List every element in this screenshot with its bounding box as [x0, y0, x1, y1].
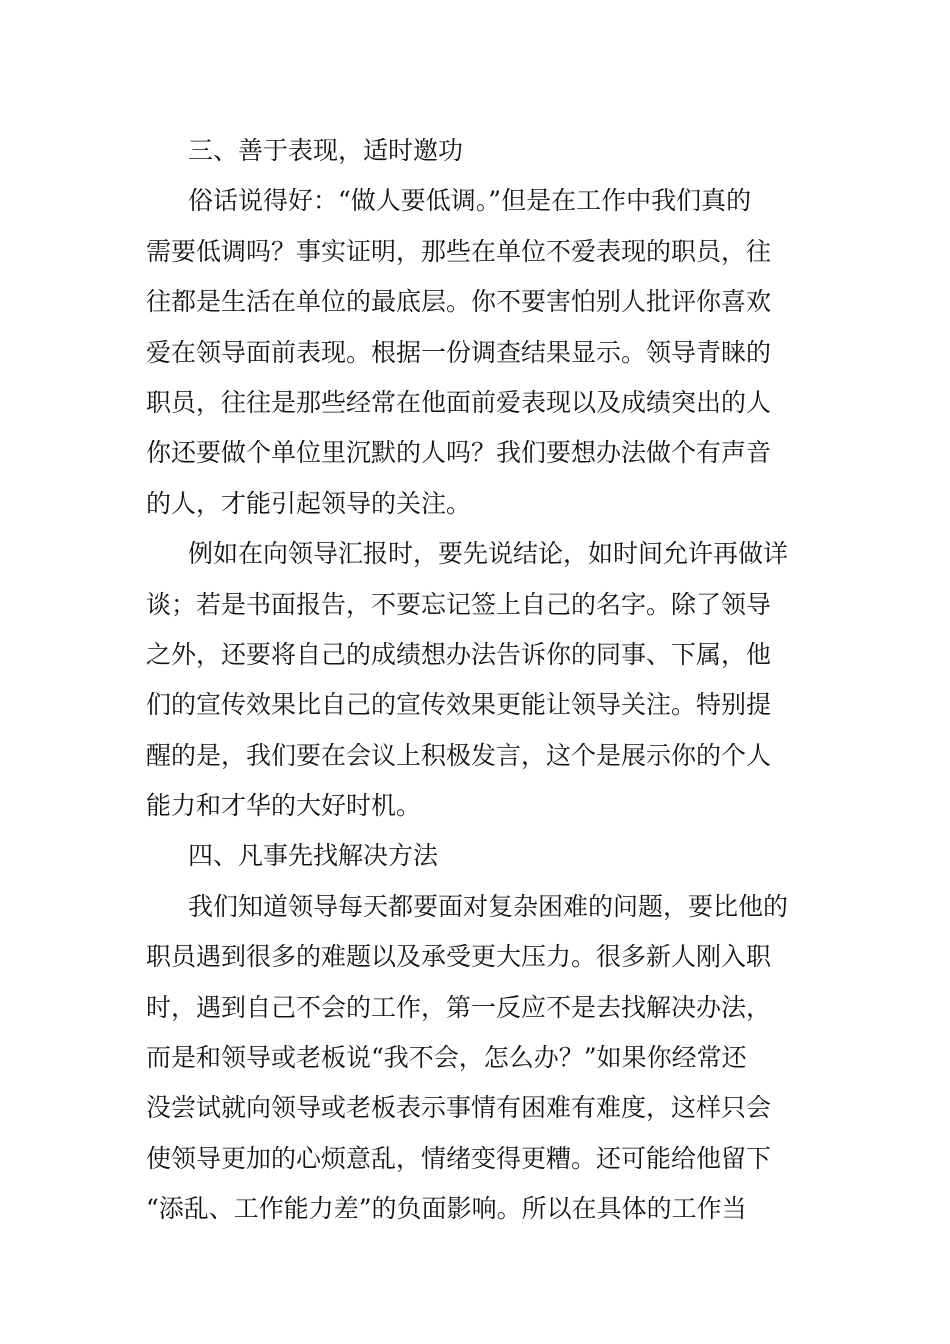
section-heading-3 [146, 126, 816, 176]
document-body [146, 126, 816, 1235]
paragraph-line: 能力和才华的大好时机。 [146, 791, 422, 821]
section-heading-4 [146, 831, 816, 881]
paragraph-line: 我们知道领导每天都要面对复杂困难的问题，要比他的 [188, 891, 789, 921]
paragraph-line: 的人，才能引起领导的关注。 [146, 488, 472, 518]
paragraph-line: 需要低调吗？事实证明，那些在单位不爱表现的职员，往 [146, 236, 772, 266]
paragraph-3 [146, 882, 816, 1235]
heading-line: 三、善于表现，适时邀功 [188, 136, 464, 165]
paragraph-line: 爱在领导面前表现。根据一份调查结果显示。领导青睐的 [146, 337, 772, 367]
paragraph-line: 时，遇到自己不会的工作，第一反应不是去找解决办法， [146, 992, 772, 1022]
paragraph-line: 之外，还要将自己的成绩想办法告诉你的同事、下属，他 [146, 639, 772, 669]
paragraph-1 [146, 176, 816, 529]
paragraph-line: “添乱、工作能力差”的负面影响。所以在具体的工作当 [146, 1194, 747, 1224]
paragraph-2 [146, 529, 816, 831]
paragraph-line: 没尝试就向领导或老板表示事情有困难有难度，这样只会 [146, 1093, 772, 1123]
paragraph-line: 们的宣传效果比自己的宣传效果更能让领导关注。特别提 [146, 690, 772, 720]
paragraph-line: 谈；若是书面报告，不要忘记签上自己的名字。除了领导 [146, 589, 772, 619]
paragraph-line: 例如在向领导汇报时，要先说结论，如时间允许再做详 [188, 539, 789, 569]
paragraph-line: 使领导更加的心烦意乱，情绪变得更糟。还可能给他留下 [146, 1143, 772, 1173]
paragraph-line: 而是和领导或老板说“我不会，怎么办？”如果你经常还 [146, 1043, 747, 1073]
paragraph-line: 职员，往往是那些经常在他面前爱表现以及成绩突出的人 [146, 387, 772, 417]
paragraph-line: 往都是生活在单位的最底层。你不要害怕别人批评你喜欢 [146, 287, 772, 317]
heading-line: 四、凡事先找解决方法 [188, 841, 439, 871]
paragraph-line: 你还要做个单位里沉默的人吗？我们要想办法做个有声音 [146, 438, 772, 468]
paragraph-line: 职员遇到很多的难题以及承受更大压力。很多新人刚入职 [146, 942, 772, 972]
paragraph-line: 醒的是，我们要在会议上积极发言，这个是展示你的个人 [146, 740, 772, 770]
paragraph-line: 俗话说得好：“做人要低调。”但是在工作中我们真的 [188, 186, 752, 216]
